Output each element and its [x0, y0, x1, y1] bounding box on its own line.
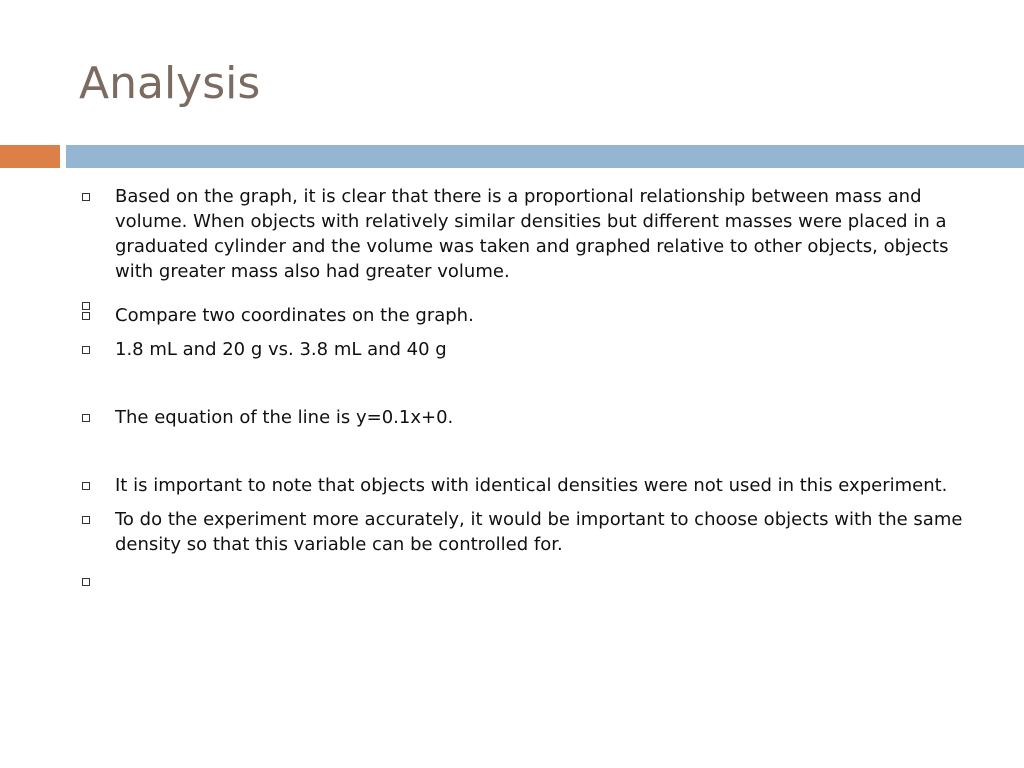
bullet-text: To do the experiment more accurately, it would be important to choose objects with the same density so that this variable can be controlled for. [115, 509, 963, 555]
bullet-square-icon [82, 516, 90, 524]
bullet-item [79, 303, 979, 328]
bullet-square-icon [82, 414, 90, 422]
bullet-text: 1.8 mL and 20 g vs. 3.8 mL and 40 g [115, 339, 447, 360]
bullet-square-icon [82, 193, 90, 201]
bullet-text: Based on the graph, it is clear that there is a proportional relationship between mass and volume. When objects with relatively similar densities but different masses were placed in a graduated cylinder and the volume was taken and graphed relative to other objects, objects with greater mass also had greater volume. [115, 186, 949, 282]
bullet-list [79, 184, 979, 569]
bullet-square-icon [82, 346, 90, 354]
bullet-text: Compare two coordinates on the graph. [115, 305, 474, 326]
header-bar [66, 145, 1024, 168]
bullet-square-icon [82, 482, 90, 490]
bullet-item [79, 405, 979, 430]
bullet-square-icon [82, 578, 90, 586]
bullet-item [79, 473, 979, 498]
bullet-text: It is important to note that objects with identical densities were not used in this experiment. [115, 475, 948, 496]
bullet-item [79, 507, 979, 557]
bullet-item [79, 184, 979, 284]
accent-bar [0, 145, 60, 168]
bullet-text: The equation of the line is y=0.1x+0. [115, 407, 454, 428]
slide-title: Analysis [79, 58, 261, 109]
bullet-square-icon [82, 312, 90, 320]
bullet-item [79, 337, 979, 362]
